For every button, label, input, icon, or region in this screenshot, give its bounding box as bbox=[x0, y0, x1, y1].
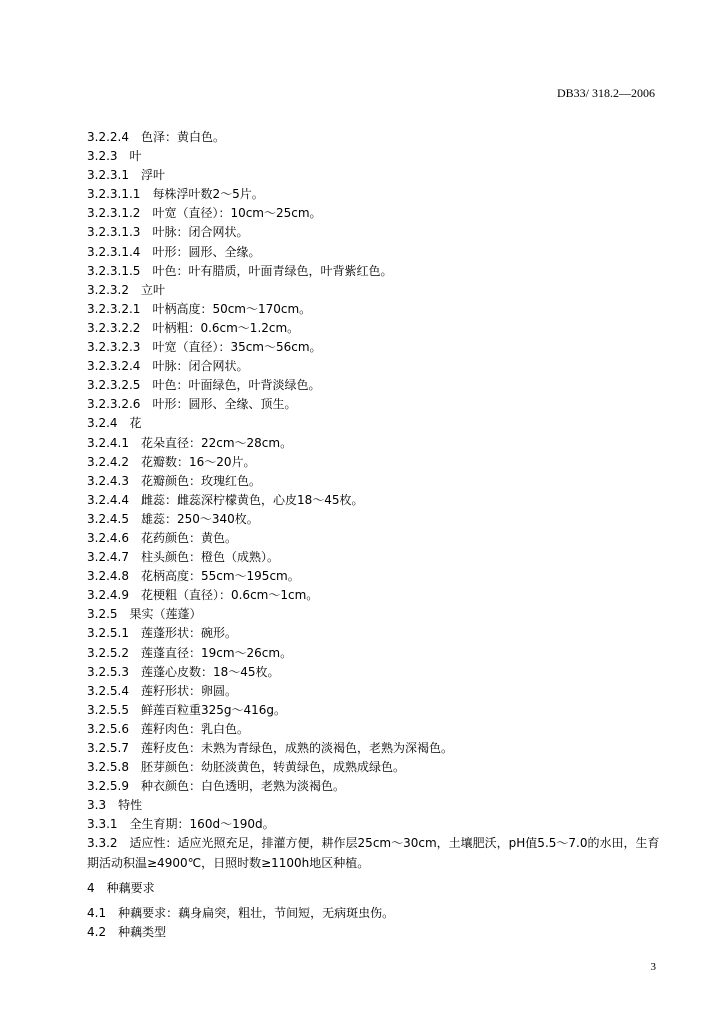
clause-line bbox=[87, 720, 662, 739]
clause-text: 种藕类型 bbox=[118, 924, 167, 939]
clause-line bbox=[87, 281, 662, 300]
clause-line bbox=[87, 434, 662, 453]
clause-text: 雄蕊：250～340枚。 bbox=[140, 511, 259, 526]
clause-line bbox=[87, 128, 662, 147]
clause-number: 3.2.4.9 bbox=[87, 588, 129, 603]
clause-line bbox=[87, 567, 662, 586]
clause-number: 3.2.4.6 bbox=[87, 530, 129, 545]
document-id-header: DB33/ 318.2—2006 bbox=[556, 86, 655, 100]
clause-text: 雌蕊：雌蕊深柠檬黄色，心皮18～45枚。 bbox=[140, 492, 364, 507]
clause-paragraph-3-3-2 bbox=[87, 834, 662, 872]
document-body bbox=[87, 128, 662, 942]
clause-text: 种藕要求：藕身扁突，粗壮，节间短，无病斑虫伤。 bbox=[118, 905, 395, 920]
clause-number: 3.2.5.7 bbox=[87, 741, 129, 755]
clause-number: 4.2 bbox=[87, 924, 107, 939]
clause-line bbox=[87, 319, 662, 338]
clause-text: 莲蓬心皮数：18～45枚。 bbox=[140, 664, 280, 679]
clause-text: 叶脉：闭合网状。 bbox=[152, 225, 249, 240]
clause-number: 3.2.3.2.3 bbox=[87, 340, 141, 355]
clause-number: 3.2.3.2.1 bbox=[87, 301, 141, 316]
clause-text: 全生育期：160d～190d。 bbox=[129, 817, 275, 832]
clause-number: 3.2.4.7 bbox=[87, 550, 129, 565]
clause-number: 3.2.3.2.4 bbox=[87, 359, 141, 374]
clause-number: 3.2.4.1 bbox=[87, 435, 129, 450]
clause-line bbox=[87, 701, 662, 720]
clause-number: 3.3.2 bbox=[87, 836, 118, 851]
page-number: 3 bbox=[650, 961, 656, 973]
clause-line bbox=[87, 166, 662, 185]
clause-number: 3.2.3.1 bbox=[87, 168, 129, 183]
clause-line bbox=[87, 414, 662, 433]
clause-text: 花瓣颜色：玫瑰红色。 bbox=[140, 473, 261, 488]
clause-line bbox=[87, 644, 662, 663]
clause-text: 莲籽肉色：乳白色。 bbox=[140, 721, 249, 736]
clause-number: 3.2.3.2.2 bbox=[87, 320, 141, 335]
clause-number: 3.2.4.2 bbox=[87, 454, 129, 469]
section-title: 种藕要求 bbox=[106, 880, 155, 895]
clause-line bbox=[87, 923, 662, 942]
clause-number: 3.2.3.1.5 bbox=[87, 263, 141, 278]
clause-text: 莲蓬形状：碗形。 bbox=[140, 626, 237, 641]
clause-text: 花朵直径：22cm～28cm。 bbox=[140, 435, 293, 450]
clause-number: 3.2.4.3 bbox=[87, 473, 129, 488]
clause-text: 叶 bbox=[129, 149, 142, 164]
clause-list-4 bbox=[87, 904, 662, 942]
clause-line bbox=[87, 663, 662, 682]
clause-number: 3.2.4 bbox=[87, 416, 118, 431]
clause-text: 叶色：叶面绿色，叶背淡绿色。 bbox=[152, 378, 321, 393]
clause-number: 3.2.3.1.4 bbox=[87, 244, 141, 259]
clause-line bbox=[87, 491, 662, 510]
clause-text: 花 bbox=[129, 416, 142, 431]
clause-number: 3.2.3.1.3 bbox=[87, 225, 141, 240]
clause-number: 3.2.4.5 bbox=[87, 511, 129, 526]
clause-text: 种衣颜色：白色透明，老熟为淡褐色。 bbox=[140, 779, 345, 794]
clause-number: 3.2.3.2 bbox=[87, 282, 129, 297]
clause-text: 叶形：圆形、全缘、顶生。 bbox=[152, 397, 297, 412]
clause-line bbox=[87, 376, 662, 395]
clause-line bbox=[87, 796, 662, 815]
clause-line bbox=[87, 758, 662, 777]
clause-line bbox=[87, 453, 662, 472]
clause-number: 4.1 bbox=[87, 905, 107, 920]
clause-line bbox=[87, 682, 662, 701]
clause-line bbox=[87, 815, 662, 834]
clause-number: 3.2.5 bbox=[87, 607, 118, 622]
clause-text: 特性 bbox=[118, 798, 143, 813]
clause-text: 莲蓬直径：19cm～26cm。 bbox=[140, 645, 293, 660]
clause-line bbox=[87, 739, 662, 758]
clause-text: 叶脉：闭合网状。 bbox=[152, 359, 249, 374]
clause-text: 花瓣数：16～20片。 bbox=[140, 454, 256, 469]
clause-line bbox=[87, 147, 662, 166]
clause-line bbox=[87, 262, 662, 281]
clause-number: 3.2.5.4 bbox=[87, 683, 129, 698]
clause-line bbox=[87, 904, 662, 923]
clause-line bbox=[87, 548, 662, 567]
clause-line bbox=[87, 338, 662, 357]
clause-line bbox=[87, 300, 662, 319]
clause-line bbox=[87, 185, 662, 204]
clause-number: 3.2.5.6 bbox=[87, 721, 129, 736]
clause-line bbox=[87, 586, 662, 605]
clause-line bbox=[87, 204, 662, 223]
clause-number: 3.3 bbox=[87, 798, 107, 813]
clause-text: 叶宽（直径）：10cm～25cm。 bbox=[152, 206, 322, 221]
clause-number: 3.2.4.4 bbox=[87, 492, 129, 507]
clause-number: 3.2.3.1.1 bbox=[87, 187, 141, 202]
clause-line bbox=[87, 223, 662, 242]
clause-text: 花药颜色：黄色。 bbox=[140, 530, 237, 545]
clause-text: 胚芽颜色：幼胚淡黄色，转黄绿色，成熟成绿色。 bbox=[140, 760, 405, 775]
clause-number: 3.2.5.3 bbox=[87, 664, 129, 679]
section-heading-4 bbox=[87, 879, 662, 898]
clause-line bbox=[87, 624, 662, 643]
clause-number: 3.2.3 bbox=[87, 149, 118, 164]
clause-number: 3.2.4.8 bbox=[87, 569, 129, 584]
clause-text: 柱头颜色：橙色（成熟）。 bbox=[140, 550, 279, 565]
clause-text: 立叶 bbox=[140, 282, 165, 297]
clause-line bbox=[87, 529, 662, 548]
clause-number: 3.2.5.1 bbox=[87, 626, 129, 641]
section-number: 4 bbox=[87, 880, 95, 895]
clause-line bbox=[87, 395, 662, 414]
clause-number: 3.2.5.9 bbox=[87, 779, 129, 794]
clause-text: 适应性：适应光照充足，排灌方便，耕作层25cm～30cm，土壤肥沃，pH值5.5～7.0的水田，生育期活动积温≥4900℃，日照时数≥1100h地区种植。 bbox=[87, 836, 660, 870]
clause-text: 叶形：圆形、全缘。 bbox=[152, 244, 261, 259]
clause-number: 3.2.2.4 bbox=[87, 130, 129, 144]
clause-line bbox=[87, 777, 662, 796]
clause-text: 叶宽（直径）：35cm～56cm。 bbox=[152, 340, 322, 355]
clause-text: 叶柄粗：0.6cm～1.2cm。 bbox=[152, 320, 300, 335]
clause-number: 3.2.5.5 bbox=[87, 702, 129, 717]
clause-text: 莲籽形状：卵圆。 bbox=[140, 683, 237, 698]
clause-text: 果实（莲蓬） bbox=[129, 607, 202, 622]
clause-line bbox=[87, 605, 662, 624]
clause-text: 每株浮叶数2～5片。 bbox=[152, 187, 264, 202]
clause-text: 花柄高度：55cm～195cm。 bbox=[140, 569, 300, 584]
clause-text: 莲籽皮色：未熟为青绿色，成熟的淡褐色，老熟为深褐色。 bbox=[140, 741, 453, 755]
clause-text: 鲜莲百粒重325g～416g。 bbox=[140, 702, 287, 717]
clause-number: 3.2.3.1.2 bbox=[87, 206, 141, 221]
clause-number: 3.2.5.2 bbox=[87, 645, 129, 660]
clause-text: 叶柄高度：50cm～170cm。 bbox=[152, 301, 312, 316]
clause-number: 3.3.1 bbox=[87, 817, 118, 832]
clause-text: 浮叶 bbox=[140, 168, 165, 183]
clause-text: 花梗粗（直径）：0.6cm～1cm。 bbox=[140, 588, 319, 603]
clause-line bbox=[87, 243, 662, 262]
clause-number: 3.2.5.8 bbox=[87, 760, 129, 775]
clause-line bbox=[87, 357, 662, 376]
clause-text: 色泽：黄白色。 bbox=[140, 130, 225, 144]
clause-number: 3.2.3.2.6 bbox=[87, 397, 141, 412]
clause-line bbox=[87, 472, 662, 491]
clause-number: 3.2.3.2.5 bbox=[87, 378, 141, 393]
clause-text: 叶色：叶有腊质，叶面青绿色，叶背紫红色。 bbox=[152, 263, 393, 278]
clause-line bbox=[87, 510, 662, 529]
clause-list bbox=[87, 128, 662, 834]
